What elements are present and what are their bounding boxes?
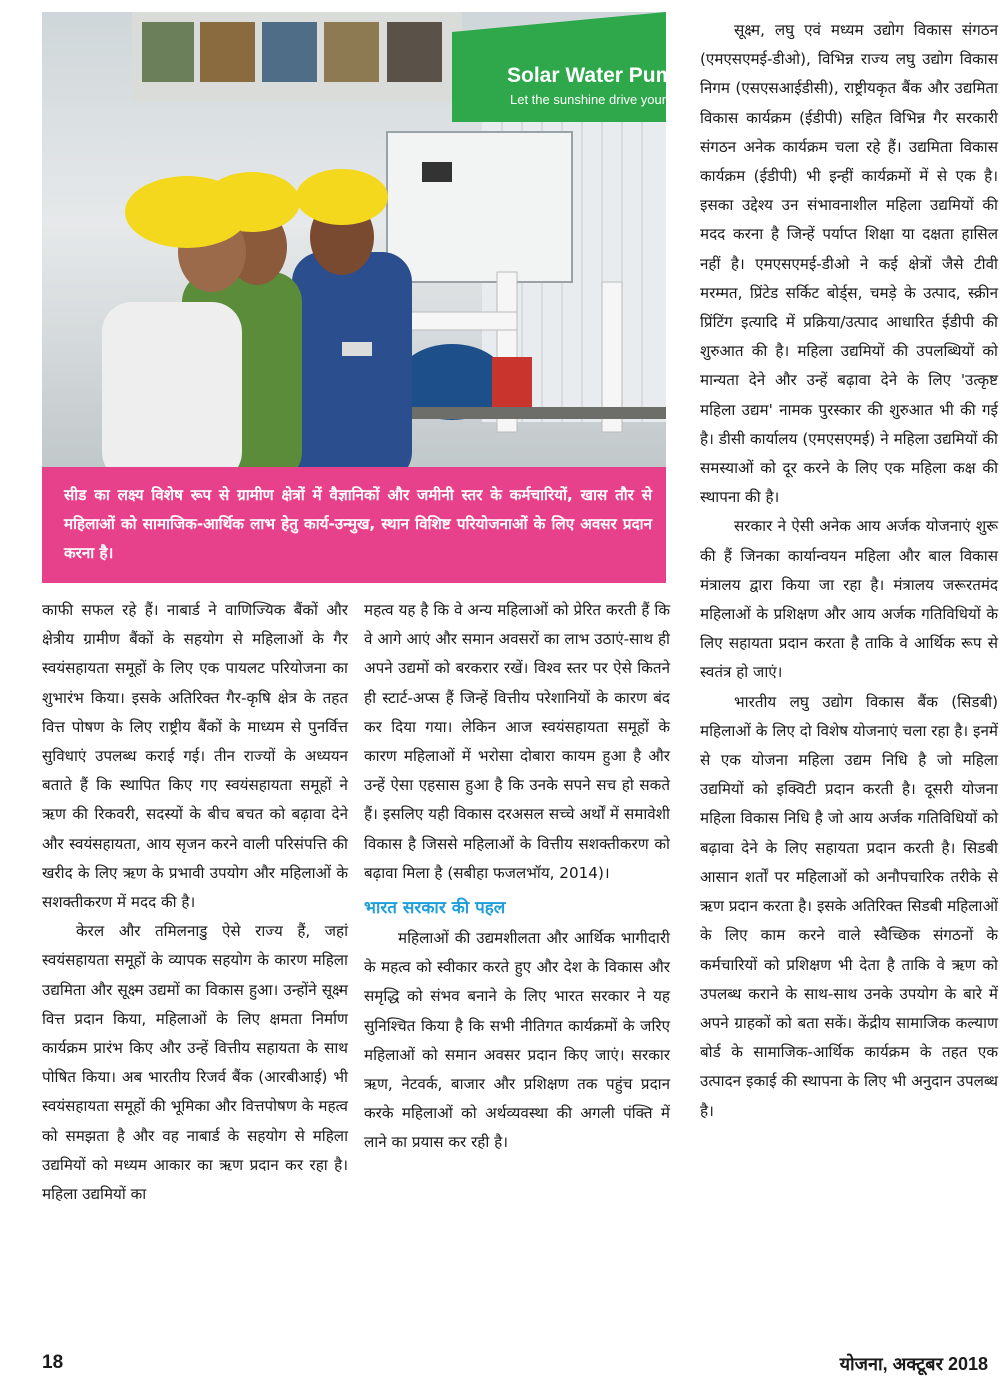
caption-text: सीड का लक्ष्य विशेष रूप से ग्रामीण क्षेत्रों में वैज्ञानिकों और जमीनी स्तर के कर्मचारियों, खास तौर से महिलाओं को सामाजिक-आर्थिक लाभ हेतु कार्य-उन्मुख, स्थान विशिष्ट परियोजनाओं के लिए अवसर प्रदान करना है।	[64, 486, 652, 562]
paragraph: महिलाओं की उद्यमशीलता और आर्थिक भागीदारी के महत्व को स्वीकार करते हुए और देश के विकास और समृद्धि को संभव बनाने के लिए भारत सरकार ने यह सुनिश्चित किया है कि सभी नीतिगत कार्यक्रमों के जरिए महिलाओं को समान अवसर प्रदान किए जाएं। सरकार ऋण, नेटवर्क, बाजार और प्रशिक्षण तक पहुंच प्रदान करके महिलाओं को अर्थव्यवस्था की अगली पंक्ति में लाने का प्रयास कर रही है।	[364, 929, 670, 1152]
paragraph: काफी सफल रहे हैं। नाबार्ड ने वाणिज्यिक बैंकों और क्षेत्रीय ग्रामीण बैंकों के सहयोग से महिलाओं के गैर स्वयंसहायता समूहों के लिए एक पायलट परियोजना का शुभारंभ किया। इसके अतिरिक्त गैर-कृषि क्षेत्र के तहत वित्त पोषण के लिए राष्ट्रीय बैंकों के माध्यम से पुनर्वित्त सुविधाएं उपलब्ध कराई गई। तीन राज्यों के अध्ययन बताते हैं कि स्थापित किए गए स्वयंसहायता समूहों ने ऋण की रिकवरी, सदस्यों के बीच बचत को बढ़ावा देने और स्वयंसहायता, आय सृजन करने वाली परिसंपत्ति की खरीद के लिए ऋण के प्रभावी उपयोग और महिलाओं के सशक्तीकरण में मदद की है।	[42, 601, 348, 912]
column-right	[700, 16, 998, 1126]
column-middle	[364, 596, 670, 1158]
section-heading: भारत सरकार की पहल	[364, 898, 506, 919]
column-left	[42, 596, 348, 1209]
page-number: 18	[42, 1352, 64, 1373]
paragraph: महत्व यह है कि वे अन्य महिलाओं को प्रेरित करती हैं कि वे आगे आएं और समान अवसरों का लाभ उठाएं-साथ ही अपने उद्यमों को बरकरार रखें। विश्व स्तर पर ऐसे कितने ही स्टार्ट-अप्स हैं जिन्हें वित्तीय परेशानियों के कारण बंद कर दिया गया। लेकिन आज स्वयंसहायता समूहों के कारण महिलाओं में भरोसा दोबारा कायम हुआ है और उन्हें ऐसा एहसास हुआ है कि उनके सपने सच हो सकते हैं। इसलिए यही विकास दरअसल सच्चे अर्थों में समावेशी विकास है जिससे महिलाओं के वित्तीय सशक्तीकरण को बढ़ावा मिला है (सबीहा फजलभॉय, 2014)।	[364, 601, 670, 882]
article-photo	[42, 12, 719, 482]
paragraph: केरल और तमिलनाडु ऐसे राज्य हैं, जहां स्वयंसहायता समूहों के व्यापक सहयोग के कारण महिला उद्यमिता और सूक्ष्म उद्यमों का विकास हुआ। उन्होंने सूक्ष्म वित्त प्रदान किया, महिलाओं के लिए क्षमता निर्माण कार्यक्रम प्रारंभ किए और उन्हें वित्तीय सहायता के साथ पोषित किया। अब भारतीय रिजर्व बैंक (आरबीआई) भी स्वयंसहायता समूहों की भूमिका और वित्तपोषण के महत्व को समझता है और वह नाबार्ड के सहयोग से महिला उद्यमियों को मध्यम आकार का ऋण प्रदान कर रहा है। महिला उद्यमियों का	[42, 922, 348, 1204]
paragraph: सूक्ष्म, लघु एवं मध्यम उद्योग विकास संगठन (एमएसएमई-डीओ), विभिन्न राज्य लघु उद्योग विकास निगम (एसएसआईडीसी), राष्ट्रीयकृत बैंक और उद्यमिता विकास कार्यक्रम (ईडीपी) सहित विभिन्न गैर सरकारी संगठन अनेक कार्यक्रम चला रहे हैं। उद्यमिता विकास कार्यक्रम (ईडीपी) भी इन्हीं कार्यक्रमों में से एक है। इसका उद्देश्य उन संभावनाशील महिला उद्यमियों की मदद करना है जिन्हें पर्याप्त शिक्षा या दक्षता हासिल नहीं है। एमएसएमई-डीओ ने कई क्षेत्रों जैसे टीवी मरम्मत, प्रिंटेड सर्किट बोर्ड्स, चमड़े के उत्पाद, स्क्रीन प्रिंटिंग इत्यादि में प्रक्रिया/उत्पाद आधारित ईडीपी की शुरुआत की है। महिला उद्यमियों की उपलब्धियों को मान्यता देने और उन्हें बढ़ावा देने के लिए 'उत्कृष्ट महिला उद्यम' नामक पुरस्कार की शुरुआत भी की गई है। डीसी कार्यालय (एमएसएमई) ने महिला उद्यमियों की समस्याओं को दूर करने के लिए एक महिला कक्ष की स्थापना की है।	[700, 21, 998, 507]
paragraph: भारतीय लघु उद्योग विकास बैंक (सिडबी) महिलाओं के लिए दो विशेष योजनाएं चला रहा है। इनमें से एक योजना महिला उद्यम निधि है जो महिला उद्यमियों को इक्विटी प्रदान करती है। दूसरी योजना महिला विकास निधि है जो आय अर्जक गतिविधियों को बढ़ावा देने के लिए सहायता प्रदान करती है। सिडबी आसान शर्तों पर महिलाओं को अनौपचारिक तरीके से ऋण प्रदान करता है। इसके अतिरिक्त सिडबी महिलाओं के लिए काम करने वाले स्वैच्छिक संगठनों के कर्मचारियों को प्रशिक्षण भी देता है ताकि वे ऋण को उपलब्ध कराने के साथ-साथ उनके उपयोग के बारे में अपने ग्राहकों को बता सकें। केंद्रीय सामाजिक कल्याण बोर्ड के सामाजिक-आर्थिक कार्यक्रम के तहत एक उत्पादन इकाई की स्थापना के लिए भी अनुदान उपलब्ध है।	[700, 692, 998, 1120]
paragraph: सरकार ने ऐसी अनेक आय अर्जक योजनाएं शुरू की हैं जिनका कार्यान्वयन महिला और बाल विकास मंत्रालय द्वारा किया जा रहा है। मंत्रालय जरूरतमंद महिलाओं के प्रशिक्षण और आय अर्जक गतिविधियों के लिए सहायता प्रदान करता है ताकि वे आर्थिक रूप से स्वतंत्र हो जाएं।	[700, 517, 998, 682]
banner-subtitle: Let the sunshine drive your pur	[510, 92, 689, 107]
photo-caption	[42, 467, 666, 583]
magazine-issue: योजना, अक्टूबर 2018	[839, 1354, 988, 1374]
banner-title: Solar Water Pumping	[507, 64, 719, 87]
